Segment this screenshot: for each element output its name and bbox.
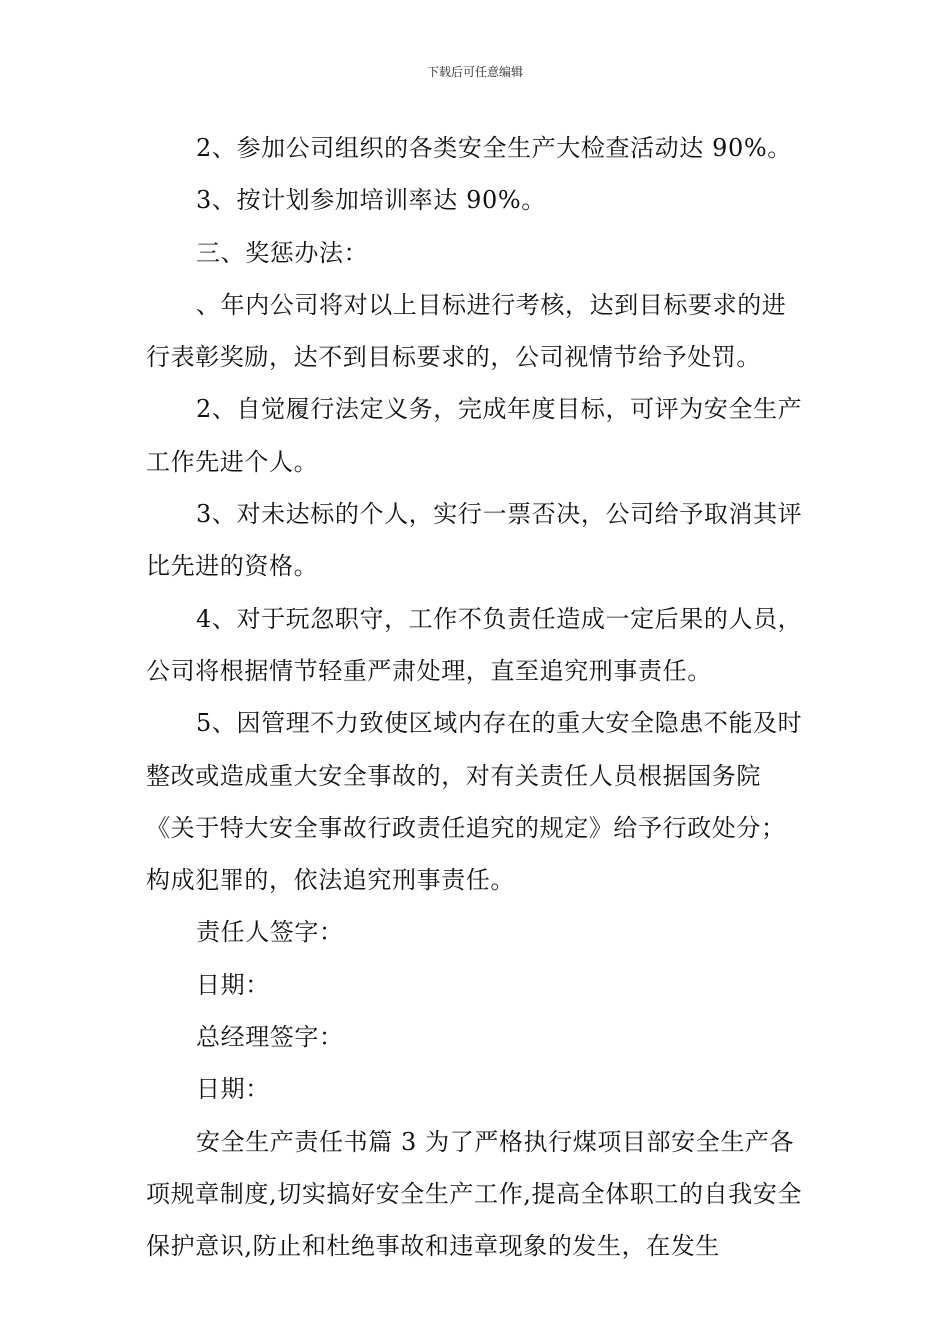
paragraph-goal-training: 3、按计划参加培训率达 90%。 xyxy=(196,186,546,215)
paragraph-annual-assessment: 、年内公司将对以上目标进行考核，达到目标要求的进行表彰奖励，达不到目标要求的，公司视情节给予处罚。 xyxy=(146,290,787,372)
paragraph-advanced-individual: 2、自觉履行法定义务，完成年度目标，可评为安全生产工作先进个人。 xyxy=(146,395,803,476)
page-header: 下载后可任意编辑 xyxy=(426,65,523,79)
signature-date-1: 日期： xyxy=(196,970,270,999)
paragraph-major-accident: 5、因管理不力致使区域内存在的重大安全隐患不能及时整改或造成重大安全事故的，对有关责任人员根据国务院《关于特大安全事故行政责任追究的规定》给予行政处分；构成犯罪的，依法追究刑事责任。 xyxy=(146,709,803,895)
paragraph-responsibility-letter-3: 安全生产责任书篇 3 为了严格执行煤项目部安全生产各项规章制度,切实搞好安全生产工作,提高全体职工的自我安全保护意识,防止和杜绝事故和违章现象的发生，在发生 xyxy=(146,1127,803,1261)
signature-general-manager: 总经理签字： xyxy=(196,1023,344,1052)
paragraph-one-vote-veto: 3、对未达标的个人，实行一票否决，公司给予取消其评比先进的资格。 xyxy=(146,500,803,581)
paragraph-goal-inspection: 2、参加公司组织的各类安全生产大检查活动达 90%。 xyxy=(196,134,792,162)
paragraph-dereliction-of-duty: 4、对于玩忽职守，工作不负责任造成一定后果的人员，公司将根据情节轻重严肃处理，直至追究刑事责任。 xyxy=(146,604,803,685)
signature-responsible-person: 责任人签字： xyxy=(196,918,344,947)
section-heading-rewards-penalties: 三、奖惩办法： xyxy=(196,238,369,267)
document-body xyxy=(146,122,808,1273)
signature-date-2: 日期： xyxy=(196,1075,270,1104)
